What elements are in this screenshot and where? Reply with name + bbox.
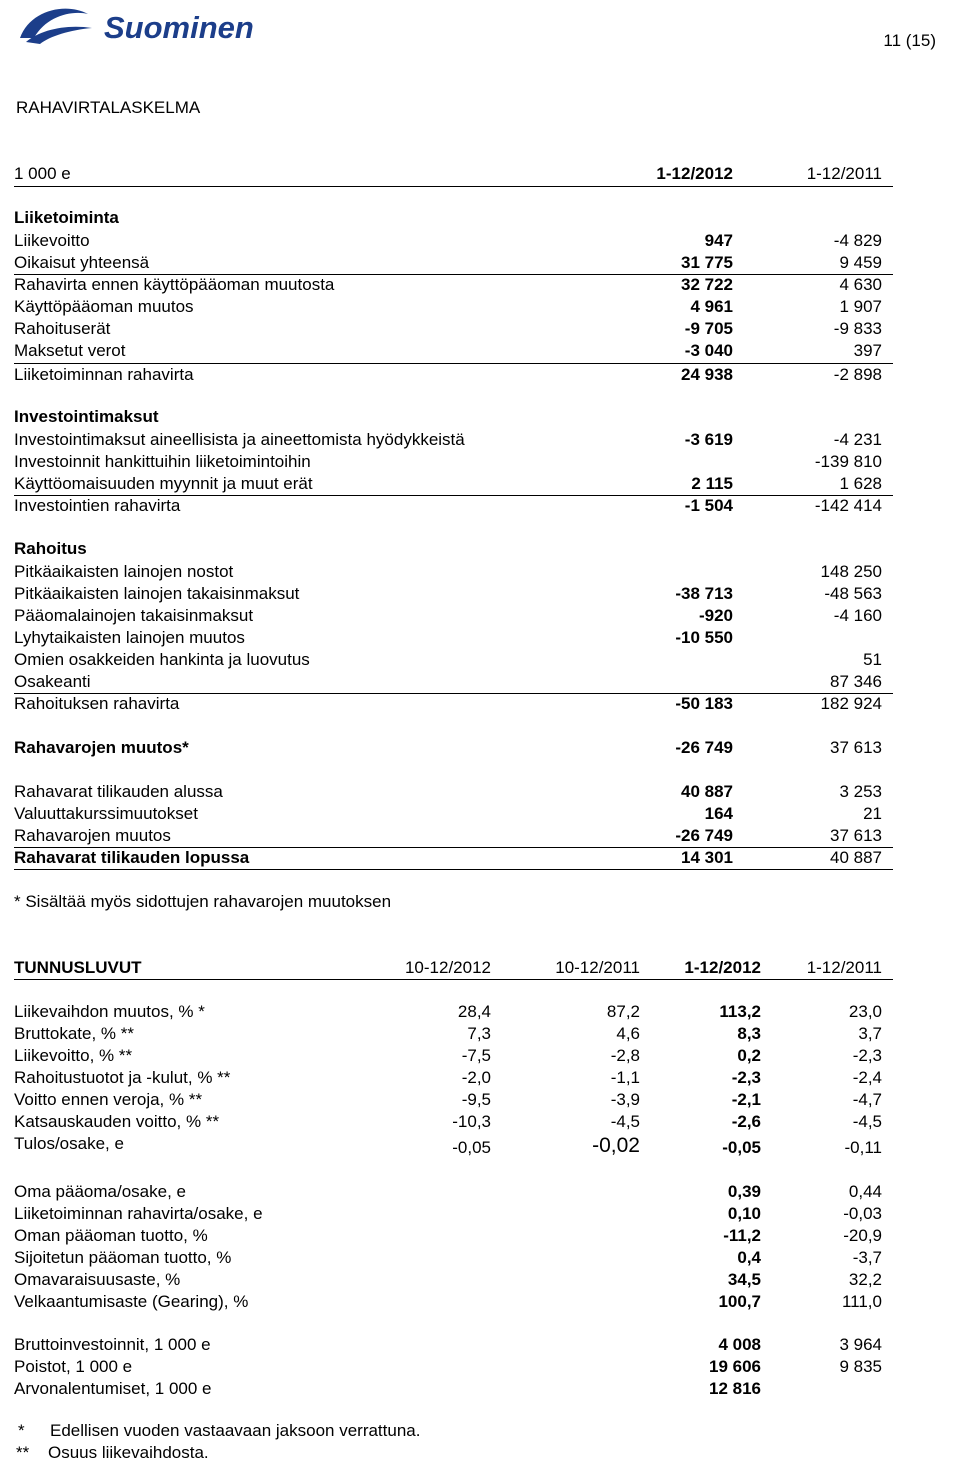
row-label: Oma pääoma/osake, e xyxy=(14,1182,186,1201)
cell-value: 4 008 xyxy=(718,1335,761,1354)
cell-value: -2,3 xyxy=(852,1046,882,1065)
cell-value: 40 887 xyxy=(830,848,882,867)
row-label: Rahoitus xyxy=(14,539,87,558)
row-label: Liikevoitto xyxy=(14,231,90,250)
cell-value: 148 250 xyxy=(820,562,882,581)
table-row xyxy=(14,825,893,847)
row-label: Omavaraisuusaste, % xyxy=(14,1270,181,1289)
row-label: Omien osakkeiden hankinta ja luovutus xyxy=(14,650,310,669)
header-divider xyxy=(14,979,893,980)
row-label: Käyttöomaisuuden myynnit ja muut erät xyxy=(14,474,313,493)
cell-value: 0,4 xyxy=(737,1248,761,1267)
row-label: Rahavarat tilikauden alussa xyxy=(14,782,223,801)
table-row xyxy=(14,318,893,340)
cell-value: 19 606 xyxy=(709,1357,761,1376)
table-row xyxy=(14,1181,893,1203)
suominen-logo xyxy=(16,4,306,48)
row-label: Lyhytaikaisten lainojen muutos xyxy=(14,628,245,647)
cell-value: -4 160 xyxy=(833,606,882,625)
row-label: Bruttokate, % ** xyxy=(14,1024,135,1043)
cell-value: -142 414 xyxy=(814,496,882,515)
table-row xyxy=(14,1247,893,1269)
table-row xyxy=(14,429,893,451)
row-label: Velkaantumisaste (Gearing), % xyxy=(14,1292,249,1311)
cell-value: -9 705 xyxy=(684,319,733,338)
row-label: Katsauskauden voitto, % ** xyxy=(14,1112,220,1131)
row-label: Liiketoiminnan rahavirta xyxy=(14,365,194,384)
cell-value: 23,0 xyxy=(848,1002,882,1021)
row-label: Investointien rahavirta xyxy=(14,496,181,515)
cell-value: -3 040 xyxy=(684,341,733,360)
cashflow-footnote: * Sisältää myös sidottujen rahavarojen muutoksen xyxy=(14,892,392,911)
cell-value: -20,9 xyxy=(843,1226,882,1245)
cell-value: 37 613 xyxy=(830,826,882,845)
cell-value: 111,0 xyxy=(841,1292,882,1311)
cell-value: -4,7 xyxy=(852,1090,882,1109)
cell-value: 3 964 xyxy=(839,1335,882,1354)
subtotal-row xyxy=(14,495,893,517)
row-label: Rahavarojen muutos* xyxy=(14,738,189,757)
table-row xyxy=(14,230,893,252)
row-divider xyxy=(14,869,893,870)
keyfigures-header-row xyxy=(14,957,893,979)
header-divider xyxy=(14,186,893,187)
table-row xyxy=(14,1225,893,1247)
column-header-2011: 1-12/2011 xyxy=(806,164,882,183)
cell-value: -9,5 xyxy=(461,1090,491,1109)
cell-value: 100,7 xyxy=(718,1292,761,1311)
cell-value: 31 775 xyxy=(681,253,733,272)
subtotal-row xyxy=(14,364,893,386)
row-label: Valuuttakurssimuutokset xyxy=(14,804,198,823)
table-row xyxy=(14,1023,893,1045)
row-label: Investointimaksut xyxy=(14,407,159,426)
row-label: Liiketoiminnan rahavirta/osake, e xyxy=(14,1204,263,1223)
cell-value: 14 301 xyxy=(681,848,733,867)
cell-value: -7,5 xyxy=(461,1046,491,1065)
row-label: Rahavarojen muutos xyxy=(14,826,171,845)
section-heading xyxy=(14,406,893,428)
row-label: Rahoituserät xyxy=(14,319,111,338)
section-heading xyxy=(14,538,893,560)
cell-value: -3,7 xyxy=(852,1248,882,1267)
row-label: Pitkäaikaisten lainojen takaisinmaksut xyxy=(14,584,300,603)
cell-value: 37 613 xyxy=(830,738,882,757)
table-row xyxy=(14,803,893,825)
cell-value: 32 722 xyxy=(681,275,733,294)
cell-value: 2 115 xyxy=(691,474,733,493)
cell-value: 8,3 xyxy=(737,1024,761,1043)
note-row xyxy=(16,1443,209,1463)
cell-value: -11,2 xyxy=(723,1226,761,1245)
table-row xyxy=(14,561,893,583)
cell-value: 4 961 xyxy=(690,297,733,316)
cell-value: 21 xyxy=(863,804,882,823)
table-row xyxy=(14,627,893,649)
cell-value: -0,02 xyxy=(592,1134,640,1157)
table-row xyxy=(14,1001,893,1023)
row-label: Poistot, 1 000 e xyxy=(14,1357,133,1376)
cell-value: 1 907 xyxy=(839,297,882,316)
cashflow-header-row xyxy=(14,163,893,185)
row-label: Rahavarat tilikauden lopussa xyxy=(14,848,250,867)
cell-value: 397 xyxy=(853,341,882,360)
column-header-fy-2011: 1-12/2011 xyxy=(806,958,882,977)
cell-value: 9 835 xyxy=(839,1357,882,1376)
note-mark: * xyxy=(18,1421,25,1440)
cell-value: -920 xyxy=(698,606,733,625)
cell-value: -1,1 xyxy=(610,1068,640,1087)
cell-value: -2,8 xyxy=(610,1046,640,1065)
row-label: Rahoitustuotot ja -kulut, % ** xyxy=(14,1068,231,1087)
cell-value: -26 749 xyxy=(675,738,733,757)
note-text: Osuus liikevaihdosta. xyxy=(48,1443,209,1462)
cell-value: -3 619 xyxy=(684,430,733,449)
cell-value: 32,2 xyxy=(848,1270,882,1289)
cell-value: 182 924 xyxy=(820,694,882,713)
logo-swoosh-icon xyxy=(16,4,96,48)
subtotal-row xyxy=(14,693,893,715)
total-change-row xyxy=(14,737,893,759)
cell-value: -2 898 xyxy=(833,365,882,384)
cell-value: -0,11 xyxy=(844,1138,882,1157)
cell-value: 40 887 xyxy=(681,782,733,801)
logo-text: Suominen xyxy=(104,10,254,45)
cell-value: 0,44 xyxy=(848,1182,882,1201)
cell-value: -10,3 xyxy=(452,1112,491,1131)
cell-value: -2,1 xyxy=(731,1090,761,1109)
table-row xyxy=(14,473,893,495)
cell-value: -48 563 xyxy=(824,584,882,603)
table-row xyxy=(14,274,893,296)
row-label: Investoinnit hankittuihin liiketoimintoihin xyxy=(14,452,311,471)
table-row xyxy=(14,1045,893,1067)
row-label: Rahoituksen rahavirta xyxy=(14,694,180,713)
row-label: Maksetut verot xyxy=(14,341,126,360)
cell-value: 87,2 xyxy=(606,1002,640,1021)
table-row xyxy=(14,252,893,274)
cell-value: 7,3 xyxy=(467,1024,491,1043)
table-row xyxy=(14,1067,893,1089)
table-row xyxy=(14,340,893,362)
cell-value: -0,05 xyxy=(722,1138,761,1157)
page-number: 11 (15) xyxy=(883,31,936,50)
row-label: Oman pääoman tuotto, % xyxy=(14,1226,208,1245)
row-label: Arvonalentumiset, 1 000 e xyxy=(14,1379,212,1398)
cell-value: 113,2 xyxy=(719,1002,761,1021)
row-label: Voitto ennen veroja, % ** xyxy=(14,1090,203,1109)
row-label: Oikaisut yhteensä xyxy=(14,253,150,272)
table-row xyxy=(14,671,893,693)
table-row xyxy=(14,781,893,803)
row-label: Käyttöpääoman muutos xyxy=(14,297,194,316)
table-row xyxy=(14,1269,893,1291)
total-row xyxy=(14,847,893,869)
cell-value: -50 183 xyxy=(675,694,733,713)
table-row xyxy=(14,1133,893,1159)
column-header-2012: 1-12/2012 xyxy=(656,164,733,183)
cell-value: -10 550 xyxy=(675,628,733,647)
cell-value: 0,10 xyxy=(727,1204,761,1223)
row-label: Investointimaksut aineellisista ja aineettomista hyödykkeistä xyxy=(14,430,465,449)
cell-value: -4,5 xyxy=(610,1112,640,1131)
cell-value: -4,5 xyxy=(852,1112,882,1131)
cell-value: 0,2 xyxy=(737,1046,761,1065)
cell-value: 4,6 xyxy=(616,1024,640,1043)
keyfigures-title: TUNNUSLUVUT xyxy=(14,958,142,977)
cell-value: 4 630 xyxy=(839,275,882,294)
cell-value: -2,4 xyxy=(852,1068,882,1087)
table-row xyxy=(14,451,893,473)
cell-value: 947 xyxy=(704,231,733,250)
row-label: Pitkäaikaisten lainojen nostot xyxy=(14,562,234,581)
cell-value: 9 459 xyxy=(839,253,882,272)
cell-value: 164 xyxy=(704,804,733,823)
cell-value: 87 346 xyxy=(830,672,882,691)
cell-value: -2,6 xyxy=(731,1112,761,1131)
cell-value: 28,4 xyxy=(457,1002,491,1021)
table-row xyxy=(14,605,893,627)
row-label: Pääomalainojen takaisinmaksut xyxy=(14,606,254,625)
table-row xyxy=(14,1203,893,1225)
table-row xyxy=(14,649,893,671)
document-title: RAHAVIRTALASKELMA xyxy=(16,98,201,117)
cell-value: 0,39 xyxy=(727,1182,761,1201)
cell-value: 1 628 xyxy=(839,474,882,493)
cell-value: 24 938 xyxy=(681,365,733,384)
row-label: Tulos/osake, e xyxy=(14,1134,124,1153)
cell-value: 34,5 xyxy=(727,1270,761,1289)
row-label: Bruttoinvestoinnit, 1 000 e xyxy=(14,1335,211,1354)
table-row xyxy=(14,1089,893,1111)
cell-value: -3,9 xyxy=(610,1090,640,1109)
column-header-q4-2011: 10-12/2011 xyxy=(555,958,640,977)
cell-value: -9 833 xyxy=(833,319,882,338)
column-header-q4-2012: 10-12/2012 xyxy=(404,958,491,977)
cell-value: -1 504 xyxy=(684,496,733,515)
row-label: Sijoitetun pääoman tuotto, % xyxy=(14,1248,232,1267)
table-row xyxy=(14,1291,893,1313)
cell-value: -0,05 xyxy=(452,1138,491,1157)
cell-value: 3 253 xyxy=(839,782,882,801)
row-label: Liikevoitto, % ** xyxy=(14,1046,133,1065)
cell-value: -2,3 xyxy=(731,1068,761,1087)
cell-value: -2,0 xyxy=(461,1068,491,1087)
note-mark: ** xyxy=(16,1443,30,1462)
row-label: Osakeanti xyxy=(14,672,91,691)
table-row xyxy=(14,1334,893,1356)
row-label: Rahavirta ennen käyttöpääoman muutosta xyxy=(14,275,335,294)
column-header-fy-2012: 1-12/2012 xyxy=(684,958,761,977)
cell-value: 51 xyxy=(863,650,882,669)
cell-value: 12 816 xyxy=(709,1379,761,1398)
cell-value: -0,03 xyxy=(843,1204,882,1223)
cell-value: 3,7 xyxy=(858,1024,882,1043)
cell-value: -4 231 xyxy=(833,430,882,449)
row-label: Liiketoiminta xyxy=(14,208,119,227)
table-row xyxy=(14,296,893,318)
cell-value: -38 713 xyxy=(675,584,733,603)
row-label: Liikevaihdon muutos, % * xyxy=(14,1002,205,1021)
table-row xyxy=(14,1111,893,1133)
cell-value: -4 829 xyxy=(833,231,882,250)
note-row xyxy=(18,1421,421,1441)
table-row xyxy=(14,583,893,605)
cell-value: -26 749 xyxy=(675,826,733,845)
cell-value: -139 810 xyxy=(814,452,882,471)
unit-label: 1 000 e xyxy=(14,164,71,183)
table-row xyxy=(14,1378,893,1400)
section-heading xyxy=(14,207,893,229)
table-row xyxy=(14,1356,893,1378)
note-text: Edellisen vuoden vastaavaan jaksoon verrattuna. xyxy=(50,1421,421,1440)
